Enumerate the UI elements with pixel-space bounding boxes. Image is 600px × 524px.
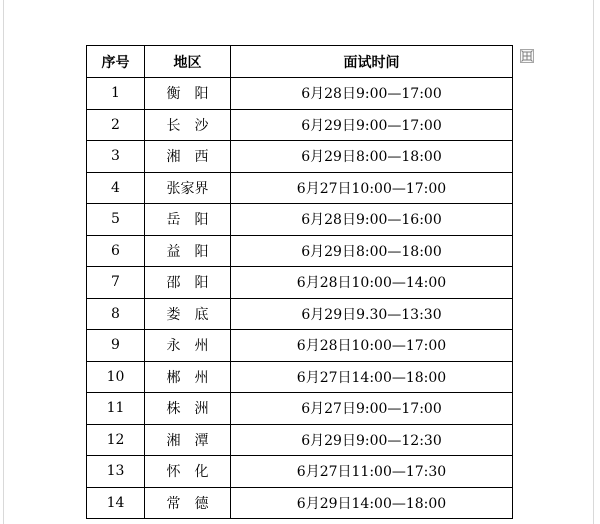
cell-index: 6 [87,235,145,267]
table-row [87,109,513,141]
cell-index: 3 [87,141,145,173]
table-row [87,330,513,362]
cell-index: 12 [87,424,145,456]
cell-time: 6月27日14:00—18:00 [231,361,513,393]
cell-region: 岳阳 [145,204,231,236]
cell-time: 6月27日10:00—17:00 [231,172,513,204]
table-header-row [87,46,513,78]
cell-index: 10 [87,361,145,393]
page-edge-left [3,0,4,524]
cell-index: 2 [87,109,145,141]
table-row [87,487,513,519]
table-row [87,267,513,299]
cell-region: 邵阳 [145,267,231,299]
cell-time: 6月29日8:00—18:00 [231,141,513,173]
cell-region: 张家界 [145,172,231,204]
table-row [87,361,513,393]
interview-schedule-table [86,45,513,519]
cell-region: 郴州 [145,361,231,393]
cell-time: 6月29日9.30—13:30 [231,298,513,330]
cell-time: 6月28日9:00—17:00 [231,78,513,110]
cell-index: 14 [87,487,145,519]
cell-region: 株洲 [145,393,231,425]
cell-region: 湘西 [145,141,231,173]
cell-index: 1 [87,78,145,110]
table-row [87,78,513,110]
cell-index: 5 [87,204,145,236]
table-row [87,298,513,330]
header-time: 面试时间 [231,46,513,78]
cell-index: 13 [87,456,145,488]
cell-time: 6月28日10:00—14:00 [231,267,513,299]
cell-time: 6月27日9:00—17:00 [231,393,513,425]
cell-region: 衡阳 [145,78,231,110]
cell-index: 7 [87,267,145,299]
cell-region: 常德 [145,487,231,519]
table-row [87,172,513,204]
cell-region: 娄底 [145,298,231,330]
cell-time: 6月27日11:00—17:30 [231,456,513,488]
cell-region: 永州 [145,330,231,362]
table-row [87,393,513,425]
cell-index: 8 [87,298,145,330]
cell-index: 11 [87,393,145,425]
table-row [87,235,513,267]
header-region: 地区 [145,46,231,78]
table-row [87,456,513,488]
table-select-handle[interactable] [520,49,534,63]
cell-time: 6月29日9:00—17:00 [231,109,513,141]
cell-time: 6月29日9:00—12:30 [231,424,513,456]
cell-region: 益阳 [145,235,231,267]
table-row [87,141,513,173]
cell-region: 长沙 [145,109,231,141]
cell-region: 怀化 [145,456,231,488]
table-select-icon [521,50,533,62]
header-index: 序号 [87,46,145,78]
cell-index: 4 [87,172,145,204]
cell-index: 9 [87,330,145,362]
page-edge-right [593,0,594,524]
cell-time: 6月28日10:00—17:00 [231,330,513,362]
table-row [87,424,513,456]
cell-time: 6月28日9:00—16:00 [231,204,513,236]
cell-time: 6月29日14:00—18:00 [231,487,513,519]
cell-time: 6月29日8:00—18:00 [231,235,513,267]
table-row [87,204,513,236]
cell-region: 湘潭 [145,424,231,456]
